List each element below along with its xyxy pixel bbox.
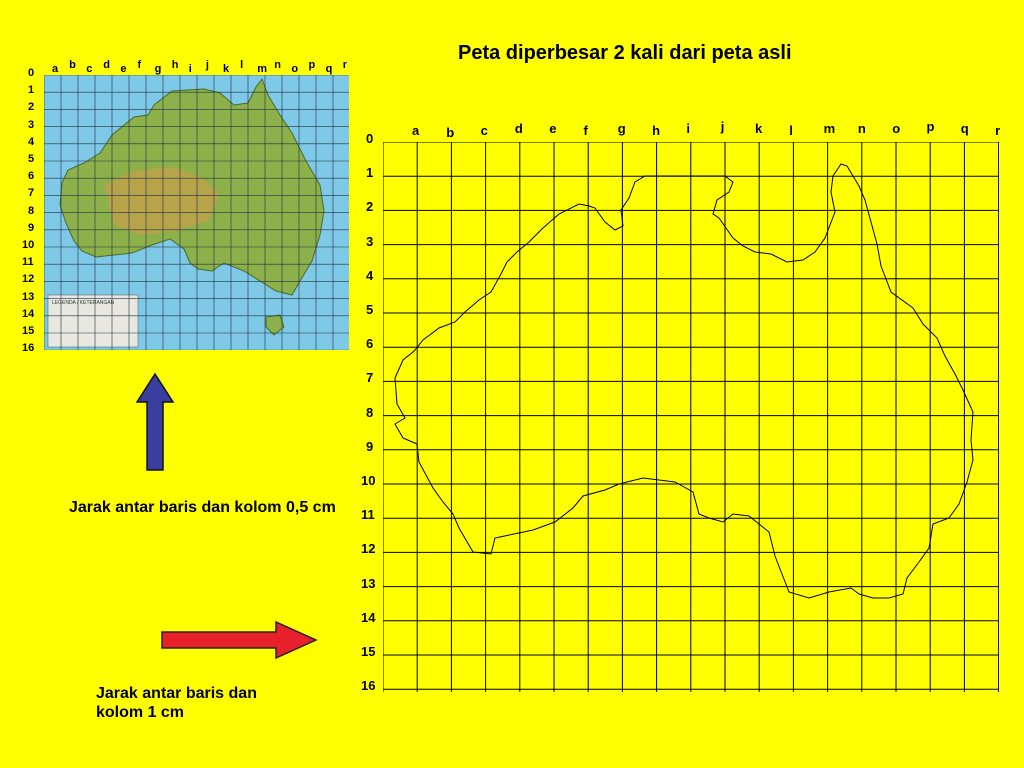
small-col-label-b: b [69,59,76,71]
small-row-label-14: 14 [22,307,35,320]
small-col-label-p: p [308,59,316,71]
big-col-label-m: m [823,121,836,136]
big-col-label-l: l [789,123,793,138]
small-row-label-5: 5 [28,153,35,165]
big-col-label-k: k [755,121,763,136]
small-row-label-16: 16 [22,342,35,355]
small-row-label-7: 7 [28,187,35,200]
small-col-label-c: c [86,63,93,75]
small-col-label-k: k [223,63,230,75]
big-col-label-i: i [686,121,691,136]
big-col-label-b: b [446,125,455,140]
big-row-label-10: 10 [361,473,376,488]
note-large-grid: Jarak antar baris dan kolom 1 cm [96,685,257,721]
small-row-label-2: 2 [28,101,35,114]
small-col-label-n: n [274,59,282,71]
small-col-label-d: d [103,59,111,71]
small-australia-map [44,75,349,350]
big-row-label-6: 6 [366,336,374,352]
small-col-label-m: m [257,63,267,75]
up-arrow [135,372,175,472]
big-col-label-h: h [652,123,661,138]
big-col-label-e: e [549,121,557,136]
small-row-label-15: 15 [22,325,35,337]
big-row-label-15: 15 [361,644,376,659]
small-row-label-0: 0 [28,67,35,79]
big-col-label-r: r [995,123,1001,138]
small-row-label-12: 12 [22,273,35,286]
small-row-label-13: 13 [22,290,35,303]
small-row-label-4: 4 [28,135,35,148]
small-col-label-r: r [342,59,347,71]
small-row-label-10: 10 [22,239,35,251]
enlarged-map-grid [383,142,999,692]
small-col-label-j: j [205,59,209,71]
right-arrow [160,620,320,660]
big-row-label-2: 2 [366,199,374,215]
big-row-label-0: 0 [366,131,374,146]
big-col-label-p: p [926,119,935,134]
big-row-label-3: 3 [366,233,374,249]
big-col-label-o: o [892,121,901,136]
small-row-label-6: 6 [28,170,35,183]
small-col-label-i: i [188,63,192,75]
big-row-label-5: 5 [366,302,374,317]
big-row-label-12: 12 [361,541,376,557]
big-col-label-j: j [720,119,725,134]
small-row-label-1: 1 [28,84,35,97]
small-col-label-g: g [154,63,162,75]
big-col-label-a: a [412,123,420,138]
big-row-label-8: 8 [366,404,374,420]
big-col-label-c: c [480,123,488,138]
big-col-label-n: n [857,121,866,136]
big-row-label-16: 16 [361,678,376,694]
small-col-label-e: e [120,63,127,75]
big-col-label-f: f [583,123,588,138]
big-row-label-13: 13 [361,575,376,591]
big-row-label-9: 9 [366,438,374,454]
big-row-label-7: 7 [366,370,374,386]
big-row-label-11: 11 [361,507,375,523]
small-col-label-a: a [52,63,59,75]
small-row-label-9: 9 [28,221,35,234]
small-col-label-o: o [291,63,299,75]
big-row-label-14: 14 [361,609,376,625]
small-row-label-3: 3 [28,118,35,131]
big-row-label-1: 1 [366,165,374,181]
small-row-label-11: 11 [22,256,34,269]
big-col-label-d: d [514,121,523,136]
legend-title: LEGENDA / KETERANGAN [52,300,115,306]
big-row-label-4: 4 [366,267,374,283]
big-col-label-g: g [617,121,626,136]
big-col-label-q: q [960,121,969,136]
small-col-label-q: q [325,63,333,75]
small-col-label-f: f [137,59,142,71]
big-grid-lines [383,142,999,692]
note-small-grid: Jarak antar baris dan kolom 0,5 cm [69,499,336,516]
small-col-label-l: l [240,59,244,71]
small-row-label-8: 8 [28,204,35,217]
page-title: Peta diperbesar 2 kali dari peta asli [458,42,792,64]
small-col-label-h: h [171,59,179,71]
